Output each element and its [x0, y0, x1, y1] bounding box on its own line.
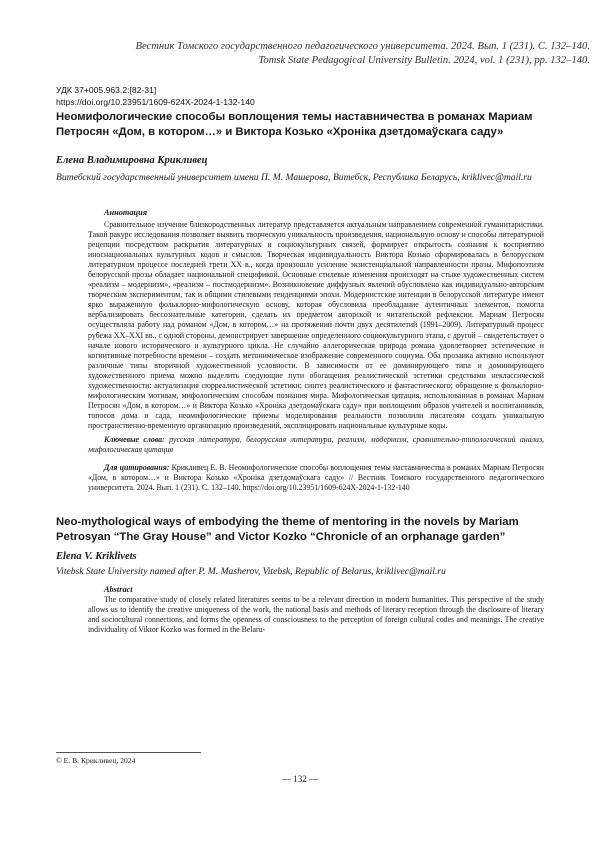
footnote-rule — [56, 752, 201, 753]
abstract-text-en: The comparative study of closely related literatures seems to be a relevant direction in modern humanities. This perspective of the study allows us to identify the creative uniqueness of the work, the national basis and methods of literary reception through the disclosure of literary and sociocultural connections, and forms the openness of consciousness to the perception of foreign cultural codes and meanings. The creative individuality of Viktor Kozko was formed in the Belaru- — [88, 595, 544, 635]
citation-text: Крикливец Е. В. Неомифологические способы воплощения темы наставничества в романах Мариам Петросян «Дом, в котором…» и Виктора Козько «Хроніка дзетдомаўскага саду» // Вестник Томского государственного педагогического университета. 2024. Вып. 1 (231). С. 132–140. https://doi.org/10.23951/1609-624X-2024-1-132-140 — [88, 463, 544, 493]
keywords-list: русская литература, белорусская литература, реализм, модернизм, сравнительно-типологический анализ, мифологическая цитация — [88, 435, 544, 455]
udc-code: УДК 37+005.963.2:[82-31] — [56, 85, 157, 95]
abstract-heading-en: Abstract — [104, 585, 133, 594]
author-name-ru: Елена Владимировна Крикливец — [56, 155, 208, 166]
citation-label: Для цитирования: — [104, 463, 170, 472]
page-number: — 132 — — [281, 774, 319, 784]
article-identifiers — [56, 85, 255, 108]
journal-citation-en: Tomsk State Pedagogical University Bulletin. 2024, vol. 1 (231), pp. 132–140. — [258, 54, 590, 66]
article-title-ru: Неомифологические способы воплощения темы наставничества в романах Мариам Петросян «Дом, в котором…» и Виктора Козько «Хроніка дзетдомаўскага саду» — [56, 111, 533, 138]
author-affiliation-ru: Витебский государственный университет имени П. М. Машерова, Витебск, Республика Беларусь, kriklivec@mail.ru — [56, 172, 532, 183]
article-title-en: Neo-mythological ways of embodying the theme of mentoring in the novels by Mariam Petrosyan “The Gray House” and Victor Kozko “Chronicle of an orphanage garden” — [56, 516, 519, 543]
citation-block — [88, 463, 544, 493]
abstract-heading-ru: Аннотация — [104, 208, 147, 217]
keywords-ru — [88, 435, 544, 455]
journal-header — [60, 40, 590, 67]
keywords-label: Ключевые слова: — [104, 435, 165, 444]
author-affiliation-en: Vitebsk State University named after P. M. Masherov, Vitebsk, Republic of Belarus, kriklivec@mail.ru — [56, 566, 446, 577]
doi-link[interactable]: https://doi.org/10.23951/1609-624X-2024-1-132-140 — [56, 96, 255, 107]
author-name-en: Elena V. Kriklivets — [56, 551, 137, 562]
journal-citation-ru: Вестник Томского государственного педагогического университета. 2024. Вып. 1 (231). С. 132–140. — [135, 41, 590, 52]
abstract-text-ru: Сравнительное изучение близкородственных литератур представляется актуальным направлением современной гуманитаристики. Такой ракурс исследования позволяет выявить творческую уникальность произведения, национальную основу и способы литературной рецепции посредством раскрытия литературных и социокультурных связей, формирует открытость сознания к восприятию иноснациональных культурных кодов и смыслов. Творческая индивидуальность Виктора Козько сформировалась в белорусском литературном процессе последней трети XX в., когда произошло усиление экзистенциальной направленности прозы. Мифопоэтизм белорусской прозы обладает национальной спецификой. Основные стилевые изменения происходят на стыке художественных систем «реализм – модернизм», «реализм – постмодернизм». Возникновение диффузных явлений обусловлено как индивидуально-авторским творческим экспериментом, так и общими стилевыми тенденциями эпохи. Модернистские интенции в белорусской литературе имеют ярко выраженную фольклорно-мифологическую основу, которая обусловила преобладание аутентичных элементов, помогла вербализировать бессознательные категории, сделать их предметом авторской и читательской рефлексии. Мариам Петросян осуществляла работу над романом «Дом, в котором…» на протяжении почти двух десятилетий (1991–2009). Литературный процесс рубежа XX–XXI вв., с одной стороны, демонстрирует завершение определенного социокультурного этапа, с другой – свидетельствует о начале нового исторического и культурного цикла. Не случайно аллегорическая природа романа удовлетворяет эстетические и когнитивные потребности времени – создать метонимическое изображение современного социума. Оба прозаика активно используют различные типы вторичной художественной условности. В зависимости от ее доминирующего типа и доминирующего художественного приема можно выделить следующие пути обогащения реалистической эстетики средствами неклассической художественности: актуализация сюрреалистической эстетики; синтез реалистического и фантастического; обращение к фольклорно-мифологическим мотивам, мифологическим способам познания мира. Мифологическая цитация, использованная в романах Мариам Петросян «Дом, в котором…» и Виктора Козько «Хроніка дзетдомаўскага саду» при воплощении образов учителей и воспитанников, топосов дома и сада, неомифологические приемы моделирования реальности позволили писателям создать уникальную пространственно-временную организацию произведений, эксплицировать национальные культурные коды. — [88, 220, 544, 430]
copyright-note: © Е. В. Крикливец, 2024 — [56, 756, 136, 765]
